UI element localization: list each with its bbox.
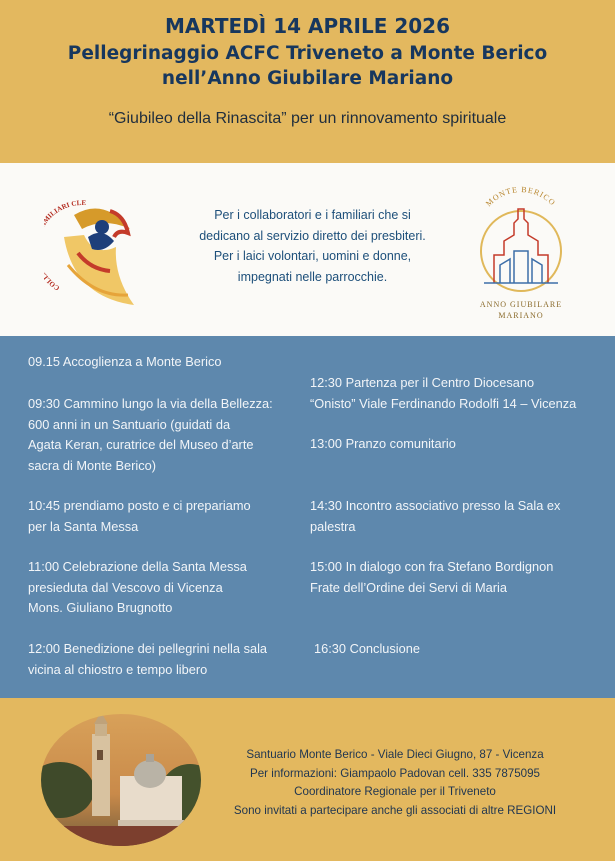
monte-berico-logo-icon [466,179,576,321]
schedule-line: Frate dell’Ordine dei Servi di Maria [310,579,508,595]
footer-info [220,746,570,820]
schedule-item [28,394,273,476]
event-title-line1: Pellegrinaggio ACFC Triveneto a Monte Berico [67,43,548,64]
audience-line: dedicano al servizio diretto dei presbiteri. [199,228,426,243]
schedule-line: 09:30 Cammino lungo la via della Bellezza: [28,396,273,411]
audience-line: impegnati nelle parrocchie. [237,269,388,284]
acfc-logo-icon [44,177,144,317]
schedule-item [310,496,560,537]
audience-band [0,163,615,336]
schedule-line: 600 anni in un Santuario (guidati da [28,416,231,432]
schedule-line: Mons. Giuliano Brugnotto [28,600,173,615]
schedule-item [28,496,251,537]
schedule-line: 16:30 Conclusione [314,641,421,656]
schedule-item [310,373,576,414]
footer-address: Santuario Monte Berico - Viale Dieci Giugno, 87 - Vicenza [246,748,544,761]
schedule-line: “Onisto” Viale Ferdinando Rodolfi 14 – Vicenza [310,395,577,411]
sanctuary-photo-icon [40,710,203,850]
schedule-line: 12:30 Partenza per il Centro Diocesano [310,375,535,390]
audience-line: Per i laici volontari, uomini e donne, [213,249,412,263]
footer-coordinator: Coordinatore Regionale per il Triveneto [294,785,496,798]
header-band [0,0,615,163]
schedule-line: 12:00 Benedizione dei pellegrini nella sala [28,641,268,656]
schedule-line: 11:00 Celebrazione della Santa Messa [28,559,247,574]
schedule-line: sacra di Monte Berico) [28,457,157,473]
schedule-line: 14:30 Incontro associativo presso la Sala ex [310,498,561,513]
schedule-item [28,639,267,680]
schedule-line: 13:00 Pranzo comunitario [310,436,456,451]
schedule-line: 10:45 prendiamo posto e ci prepariamo [28,498,251,513]
footer-band [0,698,615,861]
acfc-logo-text: COL ILIARI CLE [44,198,87,293]
schedule-item [28,557,247,619]
event-subtitle: “Giubileo della Rinascita” per un rinnovamento spirituale [108,110,507,127]
schedule-line: 09.15 Accoglienza a Monte Berico [28,354,222,369]
schedule-line: 15:00 In dialogo con fra Stefano Bordignon [310,559,554,574]
event-date: MARTEDÌ 14 APRILE 2026 [165,14,450,38]
monte-berico-bottom-line1: ANNO GIUBILARE [479,300,563,309]
schedule-line: palestra [310,518,356,534]
schedule-item [28,352,222,373]
audience-description [170,205,455,287]
audience-line: Per i collaboratori e i familiari che si [214,208,411,222]
monte-berico-top-text: MONTE BERICO [484,185,558,209]
schedule-item [310,434,456,455]
schedule-line: vicina al chiostro e tempo libero [28,661,208,677]
monte-berico-bottom-line2: MARIANO [498,311,544,320]
footer-invitation: Sono invitati a partecipare anche gli associati di altre REGIONI [233,803,557,817]
schedule-line: presieduta dal Vescovo di Vicenza [28,579,223,595]
schedule-item [310,557,553,598]
schedule-line: per la Santa Messa [28,518,139,534]
svg-text:MONTE BERICO [484,185,557,208]
schedule-item [314,639,420,660]
event-title-line2: nell’Anno Giubilare Mariano [161,68,454,89]
footer-contact: Per informazioni: Giampaolo Padovan cell. 335 7875095 [249,766,541,780]
schedule-line: Agata Keran, curatrice del Museo d’arte [28,437,254,452]
schedule-band [0,336,615,698]
